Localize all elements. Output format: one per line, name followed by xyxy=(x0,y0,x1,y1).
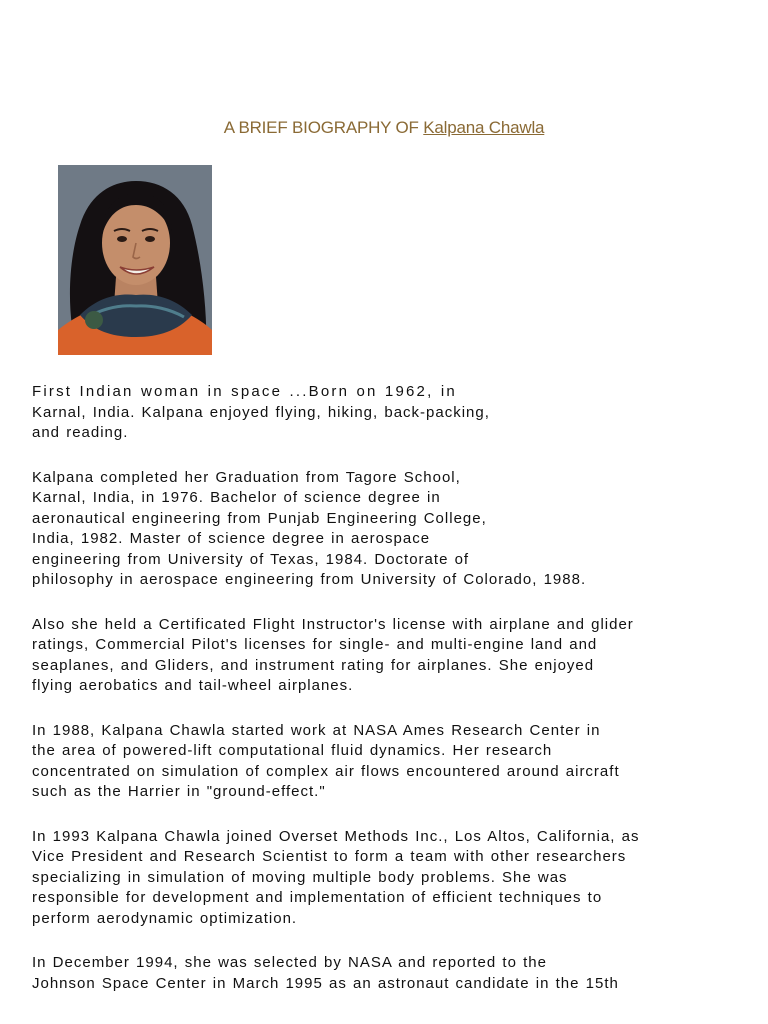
text-line: In 1988, Kalpana Chawla started work at NASA Ames Research Center in xyxy=(32,721,601,739)
page-title xyxy=(0,118,768,138)
text-line: such as the Harrier in "ground-effect." xyxy=(32,783,326,800)
text-line: aeronautical engineering from Punjab Engineering College, xyxy=(32,509,487,527)
text-line: First Indian woman in space ...Born on 1962, in xyxy=(32,383,457,400)
title-prefix: A BRIEF BIOGRAPHY OF xyxy=(223,118,424,137)
biography-text xyxy=(32,382,742,1018)
paragraph-birth xyxy=(32,382,742,444)
mission-patch xyxy=(85,311,103,329)
text-line: India, 1982. Master of science degree in aerospace xyxy=(32,530,431,547)
text-line: perform aerodynamic optimization. xyxy=(32,909,298,927)
paragraph-nasa-ames xyxy=(32,721,742,803)
text-line: Also she held a Certificated Flight Instructor's license with airplane and glider xyxy=(32,615,634,633)
right-eye xyxy=(145,236,155,242)
text-line: In December 1994, she was selected by NASA and reported to the xyxy=(32,954,547,971)
text-line: the area of powered-lift computational fluid dynamics. Her research xyxy=(32,742,553,759)
portrait-illustration xyxy=(58,165,212,355)
paragraph-licenses xyxy=(32,615,742,697)
text-line: Karnal, India. Kalpana enjoyed flying, hiking, back-packing, xyxy=(32,403,490,421)
paragraph-education xyxy=(32,468,742,591)
text-line: flying aerobatics and tail-wheel airplanes. xyxy=(32,677,354,694)
paragraph-overset-methods xyxy=(32,827,742,930)
left-eye xyxy=(117,236,127,242)
portrait-photo xyxy=(58,165,212,355)
text-line: Karnal, India, in 1976. Bachelor of science degree in xyxy=(32,489,441,506)
text-line: philosophy in aerospace engineering from University of Colorado, 1988. xyxy=(32,571,587,588)
paragraph-astronaut-selection xyxy=(32,953,742,994)
text-line: In 1993 Kalpana Chawla joined Overset Methods Inc., Los Altos, California, as xyxy=(32,827,640,845)
text-line: responsible for development and implementation of efficient techniques to xyxy=(32,889,603,906)
text-line: and reading. xyxy=(32,424,129,441)
text-line: concentrated on simulation of complex air flows encountered around aircraft xyxy=(32,762,620,780)
text-line: specializing in simulation of moving multiple body problems. She was xyxy=(32,868,568,886)
text-line: Johnson Space Center in March 1995 as an astronaut candidate in the 15th xyxy=(32,974,619,992)
text-line: Vice President and Research Scientist to form a team with other researchers xyxy=(32,848,627,865)
text-line: engineering from University of Texas, 1984. Doctorate of xyxy=(32,550,470,568)
text-line: seaplanes, and Gliders, and instrument rating for airplanes. She enjoyed xyxy=(32,656,595,674)
text-line: ratings, Commercial Pilot's licenses for single- and multi-engine land and xyxy=(32,636,598,653)
title-link-kalpana-chawla[interactable]: Kalpana Chawla xyxy=(423,118,545,137)
text-line: Kalpana completed her Graduation from Tagore School, xyxy=(32,468,461,486)
